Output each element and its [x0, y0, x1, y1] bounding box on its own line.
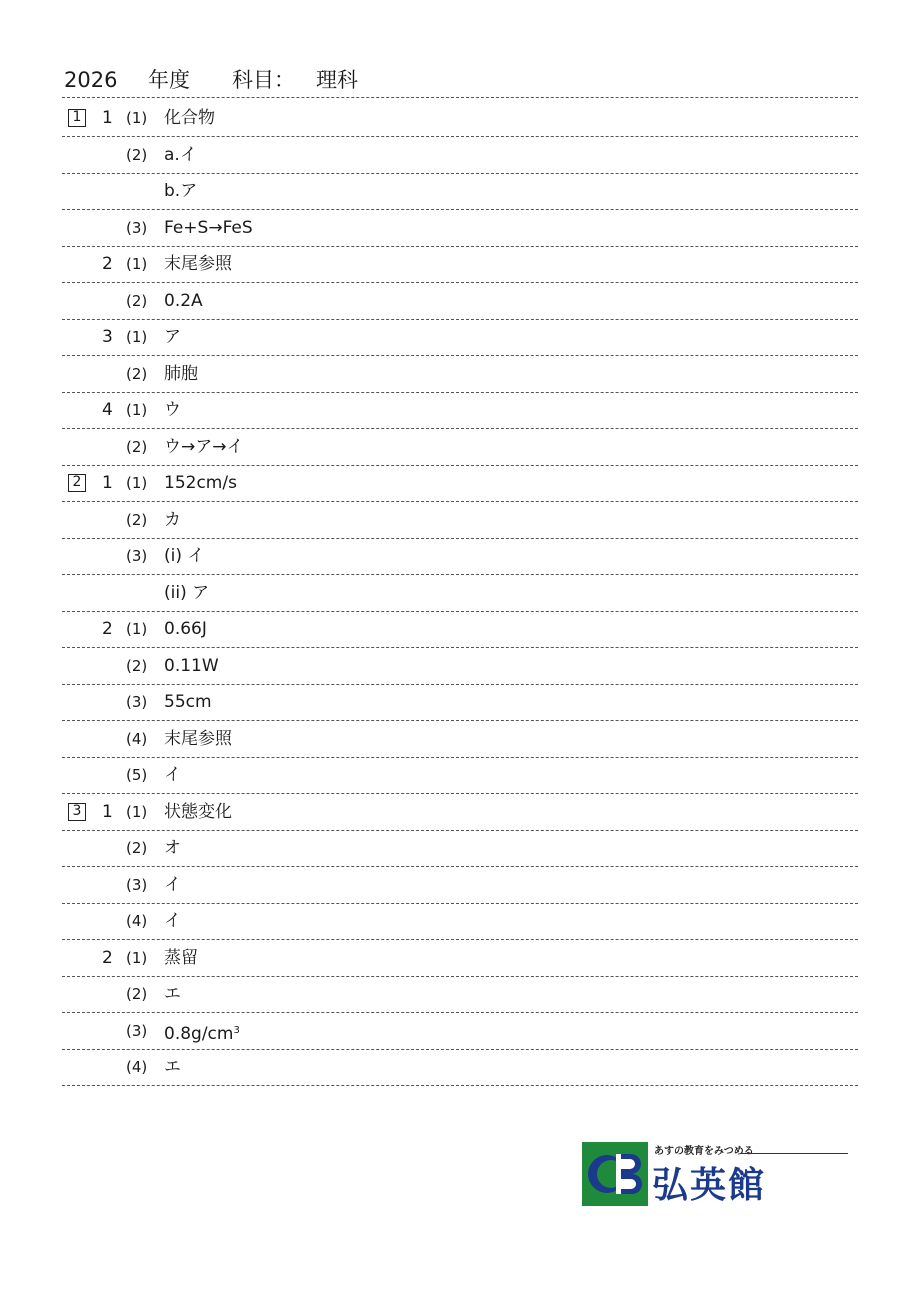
answer-text [164, 429, 244, 465]
answer-value: 末尾参照 [164, 254, 232, 274]
sub-question-number: (1) [126, 328, 148, 346]
row-separator [62, 1085, 858, 1086]
answer-text [164, 684, 212, 720]
section-number-box: 3 [68, 803, 86, 821]
question-number: 1 [102, 801, 113, 822]
answer-text [164, 940, 198, 976]
header-separator [62, 97, 858, 98]
question-number: 1 [102, 108, 113, 128]
answer-value: 末尾参照 [164, 728, 232, 749]
answer-text [164, 721, 232, 757]
answer-text [164, 356, 198, 392]
sub-question-number: (2) [126, 656, 148, 675]
sub-question-number: (3) [126, 693, 148, 711]
answer-row [62, 721, 858, 757]
answer-row [62, 392, 858, 428]
sub-question-number: (1) [126, 401, 148, 419]
answer-row [62, 429, 858, 465]
answer-text [164, 1049, 181, 1085]
nendo-label: 年度 [148, 68, 190, 92]
answer-text [164, 794, 232, 830]
answer-superscript: 3 [233, 1024, 240, 1036]
sub-question-number: (4) [126, 912, 148, 930]
answer-row [62, 356, 858, 392]
answer-row [62, 538, 858, 574]
sub-question-number: (3) [126, 218, 148, 237]
sub-question-number: (1) [126, 255, 148, 273]
answer-row [62, 1049, 858, 1085]
answer-text [164, 283, 203, 319]
answer-text [164, 830, 181, 866]
answer-row [62, 648, 858, 684]
sub-question-number: (2) [126, 510, 148, 529]
answer-text [164, 137, 197, 173]
sub-question-number: (2) [126, 291, 148, 310]
sub-question-number: (1) [126, 948, 148, 967]
answer-row [62, 173, 858, 209]
logo-tagline: あすの教育をみつめる [654, 1146, 754, 1157]
logo-name: 弘英館 [652, 1165, 767, 1206]
answer-value: 0.2A [164, 290, 203, 311]
answer-value: エ [164, 984, 181, 1004]
answer-text [164, 1013, 240, 1052]
answer-text [164, 502, 181, 538]
answer-value: ウ [164, 400, 181, 420]
answer-value: イ [164, 874, 181, 895]
answer-text [164, 210, 253, 246]
answer-value: 55cm [164, 692, 212, 712]
answer-row [62, 1013, 858, 1049]
answer-row [62, 246, 858, 282]
answer-text [164, 246, 232, 282]
answer-text [164, 903, 181, 939]
answer-value: 蒸留 [164, 947, 198, 968]
answer-row [62, 611, 858, 647]
question-number: 2 [102, 947, 113, 968]
section-number-box: 1 [68, 109, 86, 127]
answer-row [62, 976, 858, 1012]
answer-text [164, 867, 181, 903]
question-number: 3 [102, 327, 113, 347]
sub-question-number: (1) [126, 620, 148, 638]
year: 2026 [64, 68, 118, 92]
question-number: 2 [102, 619, 113, 639]
section-number-box: 2 [68, 474, 86, 492]
answer-text [164, 319, 181, 355]
sub-question-number: (1) [126, 109, 148, 127]
answer-row [62, 757, 858, 793]
answer-value: イ [164, 911, 181, 931]
answer-value: (i) イ [164, 546, 205, 566]
sub-question-number: (3) [126, 547, 148, 565]
answer-value: (ii) ア [164, 582, 210, 603]
sub-question-number: (4) [126, 729, 148, 748]
question-number: 1 [102, 473, 113, 493]
sub-question-number: (2) [126, 437, 148, 456]
answer-text [164, 173, 197, 209]
answer-row [62, 100, 858, 136]
answer-value: Fe+S→FeS [164, 217, 253, 238]
answer-text [164, 392, 181, 428]
sub-question-number: (3) [126, 1021, 148, 1040]
answer-row [62, 903, 858, 939]
answer-value: ア [164, 327, 181, 347]
answer-text [164, 648, 219, 684]
answer-value: 0.66J [164, 619, 207, 639]
answer-row [62, 575, 858, 611]
sub-question-number: (2) [126, 145, 148, 164]
answer-row [62, 940, 858, 976]
answer-row [62, 137, 858, 173]
answer-value: 0.8g/cm [164, 1023, 234, 1044]
tagline-rule [740, 1153, 848, 1154]
logo [582, 1142, 854, 1210]
sub-question-number: (1) [126, 474, 148, 492]
logo-mark-icon [582, 1142, 648, 1206]
sub-question-number: (5) [126, 766, 148, 784]
answer-row [62, 684, 858, 720]
sub-question-number: (2) [126, 839, 148, 857]
question-number: 4 [102, 400, 113, 420]
answer-row [62, 319, 858, 355]
answer-row [62, 283, 858, 319]
answer-value: 状態変化 [164, 801, 232, 822]
answer-text [164, 100, 215, 136]
subject-label: 科目： [232, 68, 295, 92]
answer-value: オ [164, 838, 181, 858]
answer-value: 肺胞 [164, 363, 198, 384]
answer-value: 0.11W [164, 655, 219, 676]
answer-text [164, 538, 204, 574]
answer-text [164, 757, 181, 793]
answer-row [62, 502, 858, 538]
sub-question-number: (1) [126, 802, 148, 821]
answer-value: イ [164, 765, 181, 785]
page-header [64, 66, 358, 94]
question-number: 2 [102, 254, 113, 274]
subject: 理科 [316, 68, 358, 92]
answer-text [164, 976, 181, 1012]
answer-row [62, 830, 858, 866]
answer-value: b.ア [164, 181, 198, 201]
answer-value: ウ→ア→イ [164, 436, 244, 457]
answer-row [62, 465, 858, 501]
answer-value: 152cm/s [164, 473, 237, 493]
sub-question-number: (4) [126, 1058, 148, 1076]
answer-value: カ [164, 509, 181, 530]
sub-question-number: (2) [126, 364, 148, 383]
answer-value: a.イ [164, 144, 197, 165]
answer-value: エ [164, 1057, 181, 1077]
answer-row [62, 210, 858, 246]
answer-text [164, 575, 209, 611]
sub-question-number: (2) [126, 985, 148, 1003]
sub-question-number: (3) [126, 875, 148, 894]
answer-text [164, 465, 237, 501]
answer-row [62, 867, 858, 903]
answer-value: 化合物 [164, 108, 215, 128]
answer-row [62, 794, 858, 830]
answer-text [164, 611, 207, 647]
